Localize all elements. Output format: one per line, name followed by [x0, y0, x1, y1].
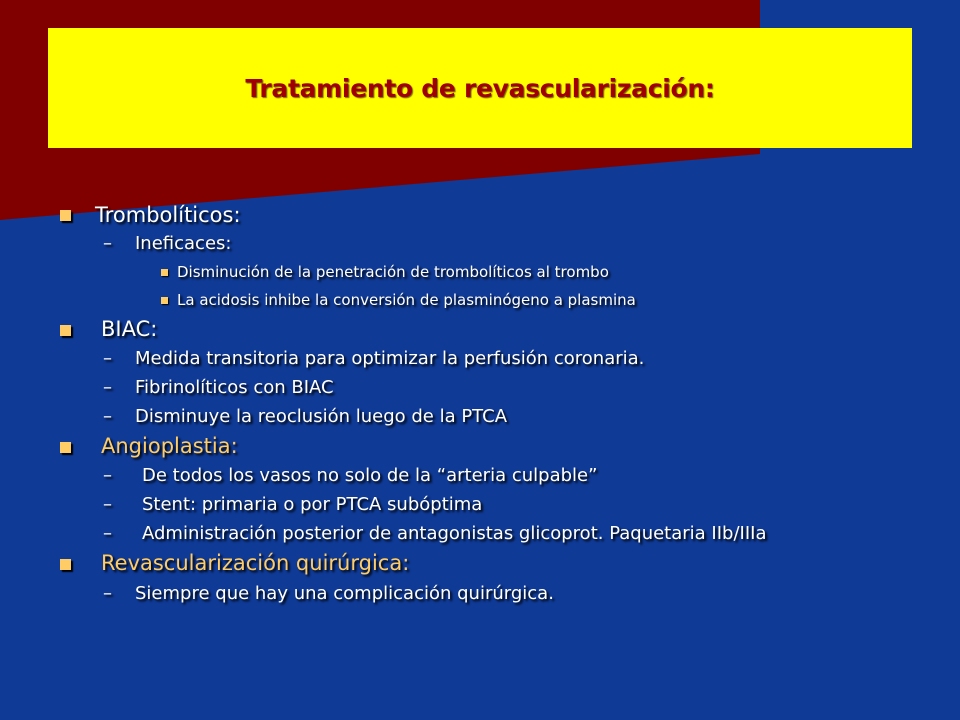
- small-square-bullet-icon: [161, 297, 168, 304]
- dash-bullet-icon: –: [103, 348, 112, 369]
- square-bullet-icon: [60, 210, 71, 221]
- list-item: Medida transitoria para optimizar la perfusión coronaria.: [135, 348, 645, 369]
- section-heading-revascularizacion-quirurgica: Revascularización quirúrgica:: [101, 551, 410, 575]
- slide-title: Tratamiento de revascularización:: [245, 73, 715, 103]
- section-heading-trombolíticos: Trombolíticos:: [95, 203, 241, 227]
- list-item: De todos los vasos no solo de la “arteria culpable”: [142, 465, 598, 486]
- dash-bullet-icon: –: [103, 233, 112, 254]
- section-heading-angioplastia: Angioplastia:: [101, 434, 238, 458]
- list-item: Disminuye la reoclusión luego de la PTCA: [135, 406, 508, 427]
- sub-list-item: Disminución de la penetración de trombolíticos al trombo: [177, 263, 609, 281]
- square-bullet-icon: [60, 559, 71, 570]
- list-item: Stent: primaria o por PTCA subóptima: [142, 494, 483, 515]
- sub-list-item: La acidosis inhibe la conversión de plasminógeno a plasmina: [177, 291, 636, 309]
- dash-bullet-icon: –: [103, 406, 112, 427]
- square-bullet-icon: [60, 325, 71, 336]
- section-heading-biac: BIAC:: [101, 317, 158, 341]
- small-square-bullet-icon: [161, 269, 168, 276]
- dash-bullet-icon: –: [103, 583, 112, 604]
- dash-bullet-icon: –: [103, 494, 112, 515]
- dash-bullet-icon: –: [103, 523, 112, 544]
- list-item: Ineficaces:: [135, 233, 232, 254]
- dash-bullet-icon: –: [103, 465, 112, 486]
- list-item: Administración posterior de antagonistas glicoprot. Paquetaria IIb/IIIa: [142, 523, 767, 544]
- square-bullet-icon: [60, 442, 71, 453]
- list-item: Siempre que hay una complicación quirúrgica.: [135, 583, 554, 604]
- dash-bullet-icon: –: [103, 377, 112, 398]
- list-item: Fibrinolíticos con BIAC: [135, 377, 334, 398]
